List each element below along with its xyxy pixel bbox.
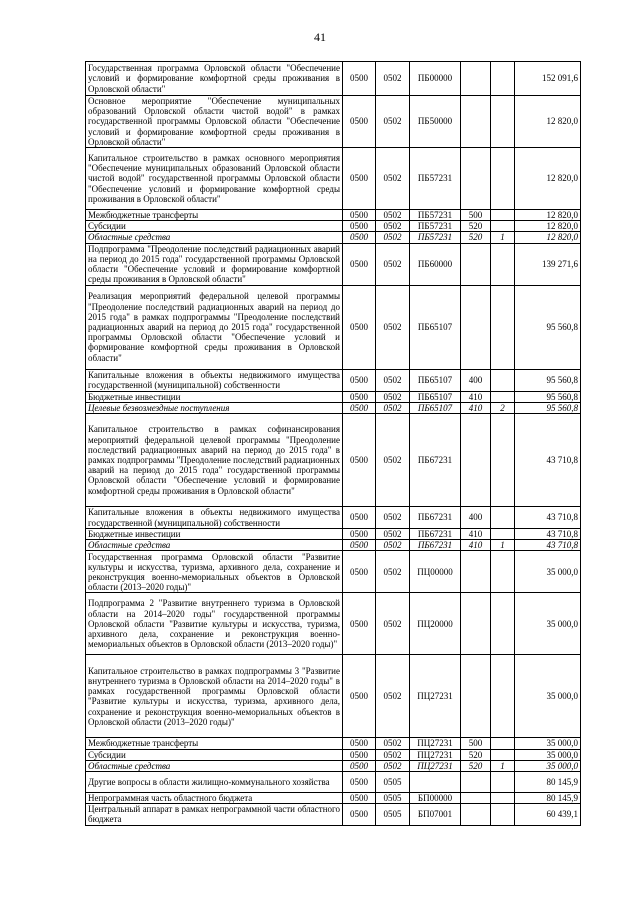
table-row: [86, 749, 581, 760]
cell-expense-type: [461, 414, 491, 507]
cell-name: Капитальное строительство в рамках основного мероприятия "Обеспечение муниципальных образований Орловской области чистой водой" государственной программы Орловской области "Обеспечение условий и формирование комфортной среды проживания в Орловской области": [86, 148, 343, 210]
cell-funding-source: 2: [491, 402, 515, 413]
cell-section: 0500: [343, 369, 376, 391]
cell-amount: 95 560,8: [515, 402, 581, 413]
cell-expense-type: [461, 148, 491, 210]
cell-subsection: 0502: [376, 507, 410, 529]
cell-expense-type: 410: [461, 540, 491, 551]
cell-subsection: 0505: [376, 772, 410, 793]
cell-expense-type: 500: [461, 738, 491, 749]
cell-name: Основное мероприятие "Обеспечение муниципальных образований Орловской области чистой водой" в рамках государственной программы Орловской области "Обеспечение условий и формирование комфортной среды проживания в Орловской области": [86, 96, 343, 148]
cell-target-article: ПБ65107: [410, 285, 461, 369]
cell-target-article: ПБ57231: [410, 232, 461, 243]
table-row: [86, 738, 581, 749]
cell-expense-type: [461, 96, 491, 148]
table-row: [86, 391, 581, 402]
cell-section: 0500: [343, 593, 376, 655]
cell-name: Целевые безвозмездные поступления: [86, 402, 343, 413]
table-row: [86, 760, 581, 771]
cell-subsection: 0502: [376, 243, 410, 285]
table-row: [86, 402, 581, 413]
cell-amount: 95 560,8: [515, 369, 581, 391]
cell-amount: 12 820,0: [515, 221, 581, 232]
cell-subsection: 0505: [376, 804, 410, 825]
cell-funding-source: [491, 62, 515, 96]
cell-funding-source: [491, 221, 515, 232]
cell-target-article: ПБ67231: [410, 414, 461, 507]
cell-name: Капитальные вложения в объекты недвижимого имущества государственной (муниципальной) собственности: [86, 507, 343, 529]
table-row: [86, 243, 581, 285]
cell-subsection: 0502: [376, 655, 410, 738]
cell-expense-type: 520: [461, 749, 491, 760]
cell-expense-type: [461, 793, 491, 804]
cell-amount: 12 820,0: [515, 232, 581, 243]
cell-subsection: 0502: [376, 148, 410, 210]
cell-expense-type: [461, 62, 491, 96]
cell-section: 0500: [343, 738, 376, 749]
cell-amount: 12 820,0: [515, 96, 581, 148]
cell-amount: 80 145,9: [515, 793, 581, 804]
cell-name: Центральный аппарат в рамках непрограммной части областного бюджета: [86, 804, 343, 825]
table-row: [86, 593, 581, 655]
cell-name: Капитальное строительство в рамках подпрограммы 3 "Развитие внутреннего туризма в Орловской области на 2014–2020 годы" в рамках государственной программы Орловской области "Развитие культуры и искусства, туризма, архивного дела, сохранение и реконструкция военно-мемориальных объектов в Орловской области (2013–2020 годы)": [86, 655, 343, 738]
cell-section: 0500: [343, 232, 376, 243]
cell-section: 0500: [343, 804, 376, 825]
cell-target-article: ПБ67231: [410, 540, 461, 551]
cell-funding-source: [491, 148, 515, 210]
cell-expense-type: 520: [461, 232, 491, 243]
cell-subsection: 0502: [376, 369, 410, 391]
table-row: [86, 62, 581, 96]
cell-section: 0500: [343, 793, 376, 804]
table-row: [86, 221, 581, 232]
cell-name: Государственная программа Орловской области "Развитие культуры и искусства, туризма, архивного дела, сохранение и реконструкция военно-мемориальных объектов в Орловской области (2013–2020 годы)": [86, 551, 343, 593]
cell-target-article: ПБ67231: [410, 507, 461, 529]
cell-amount: 43 710,8: [515, 414, 581, 507]
cell-expense-type: 410: [461, 391, 491, 402]
cell-target-article: ПЦ27231: [410, 760, 461, 771]
cell-name: Подпрограмма 2 "Развитие внутреннего туризма в Орловской области на 2014–2020 годы" государственной программы Орловской области "Развитие культуры и искусства, туризма, архивного дела, сохранение и реконструкция военно-мемориальных объектов в Орловской области (2013–2020 годы)": [86, 593, 343, 655]
cell-target-article: ПЦ27231: [410, 738, 461, 749]
cell-subsection: 0502: [376, 414, 410, 507]
cell-expense-type: 520: [461, 221, 491, 232]
cell-name: Межбюджетные трансферты: [86, 210, 343, 221]
cell-target-article: [410, 772, 461, 793]
cell-section: 0500: [343, 551, 376, 593]
cell-expense-type: 400: [461, 507, 491, 529]
cell-amount: 35 000,0: [515, 593, 581, 655]
cell-expense-type: [461, 285, 491, 369]
cell-section: 0500: [343, 221, 376, 232]
cell-name: Субсидии: [86, 749, 343, 760]
cell-name: Областные средства: [86, 232, 343, 243]
cell-section: 0500: [343, 772, 376, 793]
cell-name: Бюджетные инвестиции: [86, 391, 343, 402]
cell-funding-source: [491, 369, 515, 391]
cell-target-article: ПЦ27231: [410, 749, 461, 760]
cell-target-article: ПБ65107: [410, 402, 461, 413]
table-row: [86, 414, 581, 507]
cell-target-article: ПБ00000: [410, 62, 461, 96]
budget-table: [85, 61, 581, 826]
cell-section: 0500: [343, 148, 376, 210]
cell-subsection: 0502: [376, 551, 410, 593]
cell-name: Другие вопросы в области жилищно-коммунального хозяйства: [86, 772, 343, 793]
cell-section: 0500: [343, 655, 376, 738]
cell-expense-type: 500: [461, 210, 491, 221]
cell-name: Капитальные вложения в объекты недвижимого имущества государственной (муниципальной) собственности: [86, 369, 343, 391]
cell-target-article: ПБ57231: [410, 210, 461, 221]
cell-funding-source: [491, 507, 515, 529]
table-row: [86, 551, 581, 593]
cell-target-article: ПЦ00000: [410, 551, 461, 593]
cell-amount: 35 000,0: [515, 760, 581, 771]
cell-section: 0500: [343, 749, 376, 760]
cell-amount: 43 710,8: [515, 540, 581, 551]
cell-expense-type: [461, 593, 491, 655]
table-row: [86, 507, 581, 529]
table-row: [86, 148, 581, 210]
cell-subsection: 0502: [376, 391, 410, 402]
table-row: [86, 804, 581, 825]
cell-expense-type: [461, 551, 491, 593]
cell-amount: 43 710,8: [515, 507, 581, 529]
cell-amount: 35 000,0: [515, 655, 581, 738]
table-body: [86, 62, 581, 826]
cell-subsection: 0502: [376, 402, 410, 413]
cell-target-article: БП00000: [410, 793, 461, 804]
page-number: 41: [314, 30, 326, 44]
cell-target-article: ПБ57231: [410, 148, 461, 210]
cell-expense-type: 520: [461, 760, 491, 771]
cell-amount: 12 820,0: [515, 210, 581, 221]
cell-target-article: ПБ65107: [410, 391, 461, 402]
cell-funding-source: [491, 793, 515, 804]
cell-expense-type: 410: [461, 402, 491, 413]
cell-name: Подпрограмма "Преодоление последствий радиационных аварий на период до 2015 года" государственной программы Орловской области "Обеспечение условий и формирование комфортной среды проживания в Орловской области": [86, 243, 343, 285]
cell-funding-source: [491, 414, 515, 507]
cell-name: Реализация мероприятий федеральной целевой программы "Преодоление последствий радиационных аварий на период до 2015 года" в рамках подпрограммы "Преодоление последствий радиационных аварий на период до 2015 года" государственной программы Орловской области "Обеспечение условий и формирование комфортной среды проживания в Орловской области": [86, 285, 343, 369]
cell-amount: 35 000,0: [515, 749, 581, 760]
cell-section: 0500: [343, 243, 376, 285]
cell-name: Областные средства: [86, 540, 343, 551]
cell-target-article: ПЦ20000: [410, 593, 461, 655]
cell-amount: 35 000,0: [515, 551, 581, 593]
cell-funding-source: [491, 391, 515, 402]
cell-expense-type: [461, 772, 491, 793]
cell-subsection: 0502: [376, 738, 410, 749]
cell-target-article: ПБ60000: [410, 243, 461, 285]
cell-section: 0500: [343, 210, 376, 221]
cell-expense-type: [461, 243, 491, 285]
cell-funding-source: [491, 804, 515, 825]
cell-amount: 60 439,1: [515, 804, 581, 825]
cell-subsection: 0502: [376, 210, 410, 221]
cell-amount: 95 560,8: [515, 285, 581, 369]
cell-name: Бюджетные инвестиции: [86, 529, 343, 540]
cell-expense-type: 400: [461, 369, 491, 391]
cell-section: 0500: [343, 529, 376, 540]
cell-subsection: 0502: [376, 529, 410, 540]
cell-name: Непрограммная часть областного бюджета: [86, 793, 343, 804]
cell-subsection: 0502: [376, 221, 410, 232]
cell-name: Субсидии: [86, 221, 343, 232]
cell-target-article: ПБ65107: [410, 369, 461, 391]
table-row: [86, 232, 581, 243]
cell-funding-source: [491, 210, 515, 221]
cell-amount: 95 560,8: [515, 391, 581, 402]
table-row: [86, 210, 581, 221]
cell-name: Капитальное строительство в рамках софинансирования мероприятий федеральной целевой программы "Преодоление последствий радиационных аварий на период до 2015 года" в рамках подпрограммы "Преодоление последствий радиационных аварий на период до 2015 года" государственной программы Орловской области "Обеспечение условий и формирование комфортной среды проживания в Орловской области": [86, 414, 343, 507]
table-row: [86, 772, 581, 793]
cell-amount: 12 820,0: [515, 148, 581, 210]
cell-funding-source: 1: [491, 232, 515, 243]
cell-amount: 139 271,6: [515, 243, 581, 285]
cell-funding-source: [491, 593, 515, 655]
cell-funding-source: [491, 96, 515, 148]
cell-section: 0500: [343, 540, 376, 551]
cell-name: Областные средства: [86, 760, 343, 771]
cell-funding-source: [491, 551, 515, 593]
cell-subsection: 0502: [376, 285, 410, 369]
cell-funding-source: [491, 655, 515, 738]
table-row: [86, 793, 581, 804]
cell-section: 0500: [343, 285, 376, 369]
cell-subsection: 0502: [376, 62, 410, 96]
cell-expense-type: [461, 804, 491, 825]
table-row: [86, 369, 581, 391]
cell-section: 0500: [343, 391, 376, 402]
cell-target-article: ПБ67231: [410, 529, 461, 540]
cell-subsection: 0502: [376, 96, 410, 148]
cell-subsection: 0502: [376, 540, 410, 551]
cell-amount: 35 000,0: [515, 738, 581, 749]
cell-subsection: 0502: [376, 232, 410, 243]
cell-amount: 43 710,8: [515, 529, 581, 540]
cell-funding-source: 1: [491, 540, 515, 551]
cell-subsection: 0502: [376, 760, 410, 771]
cell-section: 0500: [343, 414, 376, 507]
table-row: [86, 529, 581, 540]
cell-funding-source: [491, 529, 515, 540]
cell-subsection: 0505: [376, 793, 410, 804]
cell-name: Межбюджетные трансферты: [86, 738, 343, 749]
cell-subsection: 0502: [376, 749, 410, 760]
cell-target-article: ПЦ27231: [410, 655, 461, 738]
table-row: [86, 285, 581, 369]
cell-funding-source: [491, 243, 515, 285]
cell-target-article: БП07001: [410, 804, 461, 825]
cell-funding-source: [491, 738, 515, 749]
cell-section: 0500: [343, 402, 376, 413]
cell-target-article: ПБ57231: [410, 221, 461, 232]
cell-funding-source: [491, 749, 515, 760]
cell-funding-source: [491, 285, 515, 369]
cell-name: Государственная программа Орловской области "Обеспечение условий и формирование комфортной среды проживания в Орловской области": [86, 62, 343, 96]
cell-amount: 152 091,6: [515, 62, 581, 96]
table-row: [86, 96, 581, 148]
cell-section: 0500: [343, 507, 376, 529]
cell-expense-type: [461, 655, 491, 738]
cell-subsection: 0502: [376, 593, 410, 655]
cell-target-article: ПБ50000: [410, 96, 461, 148]
cell-section: 0500: [343, 96, 376, 148]
cell-amount: 80 145,9: [515, 772, 581, 793]
cell-expense-type: 410: [461, 529, 491, 540]
cell-funding-source: [491, 772, 515, 793]
table-row: [86, 540, 581, 551]
cell-funding-source: 1: [491, 760, 515, 771]
cell-section: 0500: [343, 62, 376, 96]
cell-section: 0500: [343, 760, 376, 771]
table-row: [86, 655, 581, 738]
